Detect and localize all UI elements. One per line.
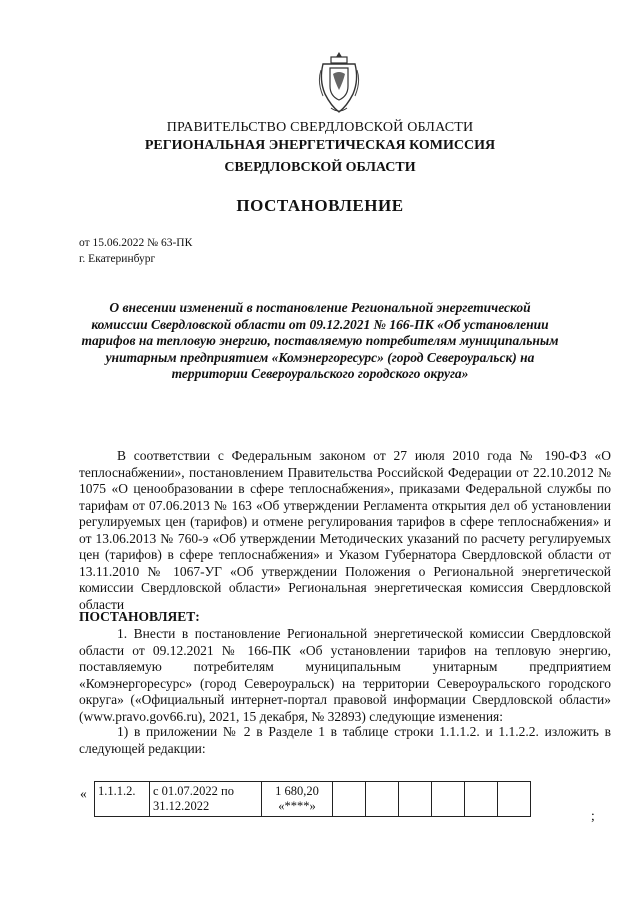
amendment-table — [94, 781, 531, 817]
document-subject: О внесении изменений в постановление Региональной энергетической комиссии Свердловской области от 09.12.2021 № 166-ПК «Об установлении тарифов на тепловую энергию, поставляемую потребителям муниципальным унитарным предприятием «Комэнергоресурс» (город Североуральск) на территории Североуральского городского округа» — [81, 300, 559, 381]
coat-of-arms-icon — [317, 50, 361, 116]
row-number-cell: 1.1.1.2. — [95, 782, 150, 817]
decree-heading: ПОСТАНОВЛЯЕТ: — [79, 609, 200, 624]
table-row — [95, 782, 531, 817]
tariff-value-cell: 1 680,20 «****» — [262, 782, 333, 817]
table-end-mark: ; — [591, 808, 595, 823]
empty-cell — [432, 782, 465, 817]
table-open-quote: « — [80, 786, 87, 801]
commission-title: РЕГИОНАЛЬНАЯ ЭНЕРГЕТИЧЕСКАЯ КОМИССИЯ — [144, 138, 496, 153]
clause-1-1-paragraph: 1) в приложении № 2 в Разделе 1 в таблице строки 1.1.1.2. и 1.1.2.2. изложить в следующей редакции: — [79, 724, 611, 756]
empty-cell — [366, 782, 399, 817]
empty-cell — [333, 782, 366, 817]
period-cell: с 01.07.2022 по 31.12.2022 — [150, 782, 262, 817]
document-type: ПОСТАНОВЛЕНИЕ — [236, 196, 404, 215]
document-city: г. Екатеринбург — [79, 253, 156, 265]
document-date-number: от 15.06.2022 № 63-ПК — [79, 237, 193, 249]
empty-cell — [399, 782, 432, 817]
clause-1-paragraph: 1. Внести в постановление Региональной энергетической комиссии Свердловской области от 09.12.2021 № 166-ПК «Об установлении тарифов на тепловую энергию, поставляемую потребителям муниципальным унитарным предприятием «Комэнергоресурс» (город Североуральск) на территории Североуральского городского округа» («Официальный интернет-портал правовой информации Свердловской области» (www.pravo.gov66.ru), 2021, 15 декабря, № 32893) следующие изменения: — [79, 626, 611, 724]
government-title: ПРАВИТЕЛЬСТВО СВЕРДЛОВСКОЙ ОБЛАСТИ — [166, 120, 474, 135]
empty-cell — [498, 782, 531, 817]
preamble-paragraph: В соответствии с Федеральным законом от 27 июля 2010 года № 190-ФЗ «О теплоснабжении», постановлением Правительства Российской Федерации от 22.10.2012 № 1075 «О ценообразовании в сфере теплоснабжения», приказами Федеральной службы по тарифам от 07.06.2013 № 163 «Об утверждении Регламента открытия дел об установлении регулируемых цен (тарифов) и отмене регулирования тарифов в сфере теплоснабжения» и от 13.06.2013 № 760-э «Об утверждении Методических указаний по расчету регулируемых цен (тарифов) в сфере теплоснабжения» и Указом Губернатора Свердловской области от 13.11.2010 № 1067-УГ «Об утверждении Положения о Региональной энергетической комиссии Свердловской области» Региональная энергетическая комиссия Свердловской области — [79, 448, 611, 612]
empty-cell — [465, 782, 498, 817]
commission-region: СВЕРДЛОВСКОЙ ОБЛАСТИ — [224, 160, 416, 175]
